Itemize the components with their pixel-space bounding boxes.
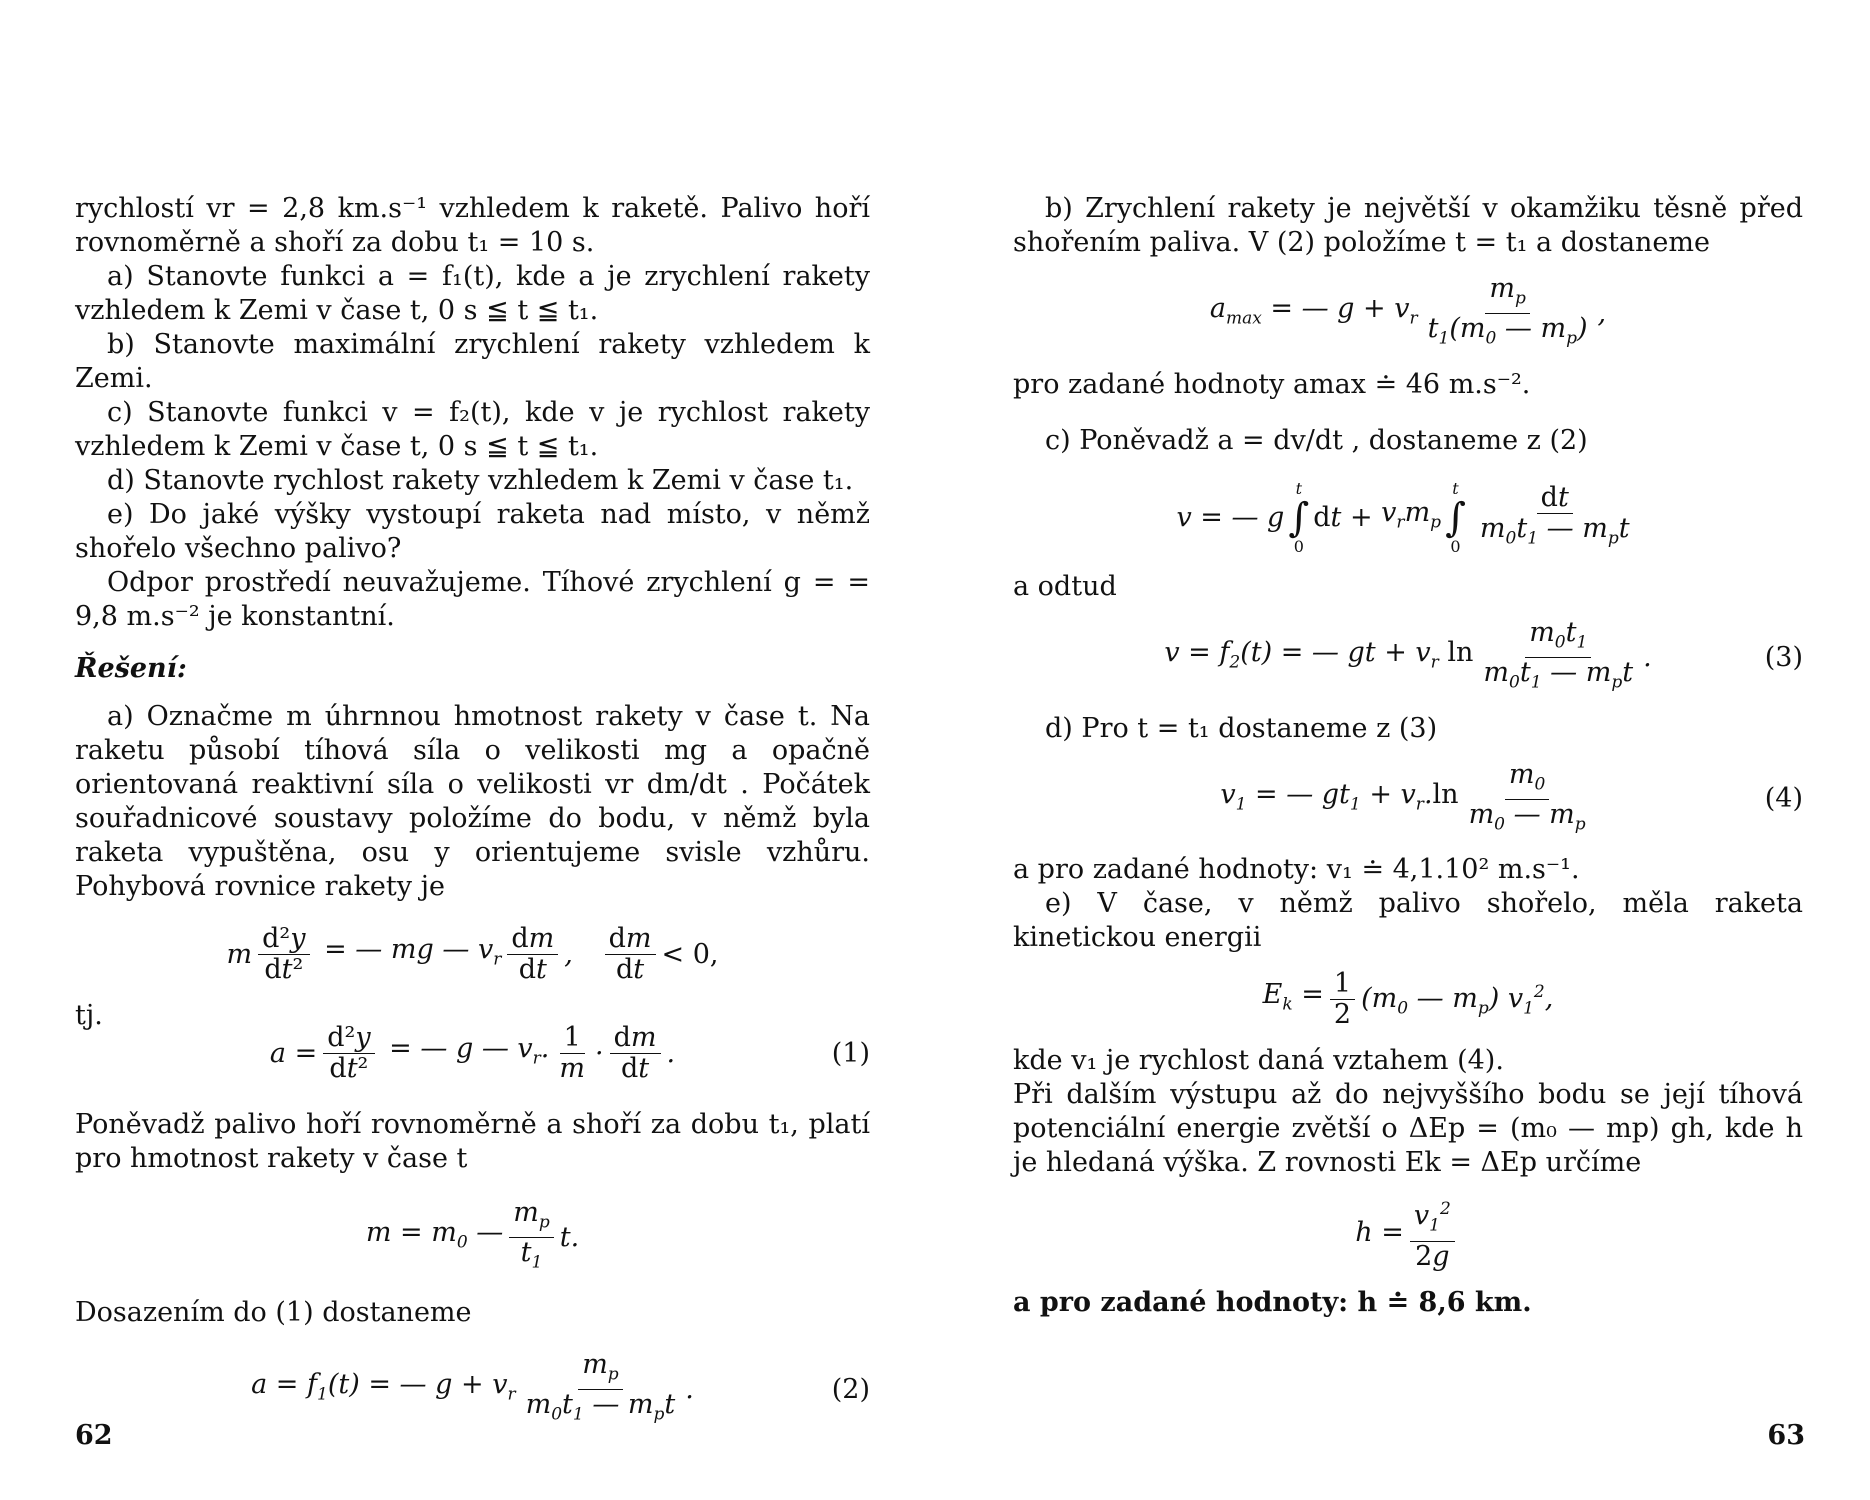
task-d: d) Stanovte rychlost rakety vzhledem k Zemi v čase t₁. xyxy=(107,465,854,496)
integral-sign-1: t ∫ 0 xyxy=(1288,478,1310,556)
right-page xyxy=(935,0,1870,1500)
equation-h: h = $\frac{v_1^2}{2g}$ xyxy=(1013,1194,1803,1271)
solution-a-text: a) Označme m úhrnnou hmotnost rakety v čase t. Na raketu působí tíhová síla o velikosti mg a opačně orientovaná reaktivní síla o velikosti vr dm/dt . Počátek souřadnicové soustavy položíme do bodu, v němž byla raketa vypuštěna, osu y orientujeme svisle vzhůru. Pohybová rovnice rakety je xyxy=(75,701,870,902)
equation-1: a = $\frac{\text{d²y}}{\text{dt²}}$ = — g — $v_r$. $\frac{1}{m}$ · $\frac{dm}{dt}$ . (1) xyxy=(269,1022,870,1084)
solution-c-text: c) Poněvadž a = dv/dt , dostaneme z (2) xyxy=(1045,424,1588,456)
assumptions: Odpor prostředí neuvažujeme. Tíhové zrychlení g = = 9,8 m.s⁻² je konstantní. xyxy=(75,567,870,632)
potential-energy-text: Při dalším výstupu až do nejvyššího bodu se její tíhová potenciální energie zvětší o ΔEp = (m₀ — mp) gh, kde h je hledaná výška. Z rovnosti Ek = ΔEp určíme xyxy=(1013,1079,1803,1179)
tj-label: tj. xyxy=(75,1000,103,1031)
v1-reference: kde v₁ je rychlost daná vztahem (4). xyxy=(1013,1045,1504,1077)
equation-3-number: (3) xyxy=(1764,641,1803,673)
equation-1-number: (1) xyxy=(831,1037,870,1069)
solution-b-text: b) Zrychlení rakety je největší v okamžiku těsně před shořením paliva. V (2) položíme t = t₁ a dostaneme xyxy=(1013,193,1803,258)
equation-amax: $a_{max}$ = — $g + v_r$ $\frac{m_p}{t_1(m_0 — m_p)}$ , xyxy=(1209,273,1607,349)
equation-4-number: (4) xyxy=(1764,783,1803,815)
task-e: e) Do jaké výšky vystoupí raketa nad místo, v němž shořelo všechno palivo? xyxy=(75,499,870,564)
integral-sign-2: t ∫ 0 xyxy=(1445,478,1466,556)
equation-integral: v = — g t ∫ 0 dt + $v_rm_p$ t ∫ 0 $\frac{dt}{m_0t_1 — m_pt}$ xyxy=(1176,478,1630,556)
equation-mass: $m = m_0$ — $\frac{m_p}{t_1}$ t. xyxy=(365,1197,580,1273)
h-value: a pro zadané hodnoty: h ≐ 8,6 km. xyxy=(1013,1286,1532,1318)
solution-heading: Řešení: xyxy=(75,653,187,684)
equation-3: $v = f_2(t)$ = — gt + $v_r$ ln $\frac{m_0t_1}{m_0t_1 — m_pt}$ . (3) xyxy=(1164,616,1803,693)
page-number-left: 62 xyxy=(75,1420,113,1451)
mass-text: Poněvadž palivo hoří rovnoměrně a shoří za dobu t₁, platí pro hmotnost rakety v čase t xyxy=(75,1109,870,1174)
equation-2: $a = f_1(t)$ = — $g + v_r$ $\frac{m_p}{m_0t_1 — m_pt}$ . (2) xyxy=(251,1348,870,1425)
left-column xyxy=(75,192,870,1444)
v1-value: a pro zadané hodnoty: v₁ ≐ 4,1.10² m.s⁻¹. xyxy=(1013,854,1580,886)
task-b: b) Stanovte maximální zrychlení rakety vzhledem k Zemi. xyxy=(75,329,870,394)
equation-ek: $E_k$ = $\frac{1}{2}$ ($m_0$ — $m_p$) $v_1^2$, xyxy=(1262,968,1554,1031)
odtud-text: a odtud xyxy=(1013,570,1117,602)
equation-motion: m $\frac{\text{d²y}}{\text{dt²}}$ = — mg — $v_r$ $\frac{dm}{dt}$ , $\frac{dm}{dt}$ < 0, xyxy=(226,923,719,985)
problem-intro: rychlostí vr = 2,8 km.s⁻¹ vzhledem k raketě. Palivo hoří rovnoměrně a shoří za dobu t₁ = 10 s. xyxy=(75,193,870,258)
page-number-right: 63 xyxy=(1767,1420,1805,1451)
solution-e-text: e) V čase, v němž palivo shořelo, měla raketa kinetickou energii xyxy=(1013,888,1803,954)
right-column xyxy=(1013,192,1803,1320)
task-c: c) Stanovte funkci v = f₂(t), kde v je rychlost rakety vzhledem k Zemi v čase t, 0 s ≦ t ≦ t₁. xyxy=(75,397,870,462)
equation-4: $v_1$ = — $gt_1 + v_r.\ln$ $\frac{m_0}{m_0 — m_p}$ (4) xyxy=(1220,758,1803,835)
task-a: a) Stanovte funkci a = f₁(t), kde a je zrychlení rakety vzhledem k Zemi v čase t, 0 s ≦ t ≦ t₁. xyxy=(75,261,870,326)
solution-d-text: d) Pro t = t₁ dostaneme z (3) xyxy=(1045,712,1438,744)
substitution-text: Dosazením do (1) dostaneme xyxy=(75,1296,472,1328)
equation-2-number: (2) xyxy=(831,1373,870,1405)
amax-value: pro zadané hodnoty amax ≐ 46 m.s⁻². xyxy=(1013,368,1531,400)
